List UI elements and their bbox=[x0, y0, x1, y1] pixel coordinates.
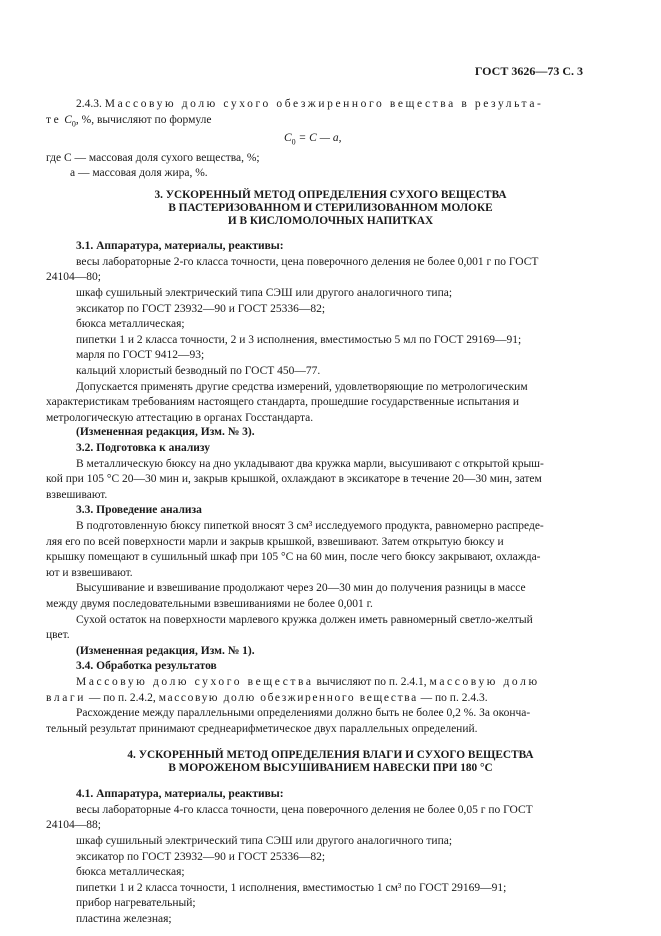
text-line: бюкса металлическая; bbox=[76, 318, 185, 330]
text-line: В металлическую бюксу на дно укладывают два кружка марли, высушивают с открытой крыш- bbox=[76, 458, 544, 470]
subsection-3-3-title: 3.3. Проведение анализа bbox=[76, 504, 202, 516]
text-line: весы лабораторные 4-го класса точности, цена поверочного деления не более 0,05 г по ГОСТ bbox=[76, 804, 533, 816]
text-line: цвет. bbox=[46, 629, 70, 641]
text-line: эксикатор по ГОСТ 23932—90 и ГОСТ 25336—82; bbox=[76, 851, 326, 863]
text-line: эксикатор по ГОСТ 23932—90 и ГОСТ 25336—82; bbox=[76, 303, 326, 315]
where-line-1: где C — массовая доля сухого вещества, %; bbox=[46, 152, 260, 164]
where-line-2: a — массовая доля жира, %. bbox=[70, 167, 208, 179]
text-line: взвешивают. bbox=[46, 489, 108, 501]
text-line: 24104—80; bbox=[46, 271, 101, 283]
text-line: между двумя последовательными взвешиваниями не более 0,001 г. bbox=[46, 598, 373, 610]
subsection-4-1-title: 4.1. Аппаратура, материалы, реактивы: bbox=[76, 788, 284, 800]
text-line: шкаф сушильный электрический типа СЭШ или другого аналогичного типа; bbox=[76, 287, 453, 299]
section-3-title-line1: 3. УСКОРЕННЫЙ МЕТОД ОПРЕДЕЛЕНИЯ СУХОГО ВЕЩЕСТВА bbox=[154, 189, 507, 201]
text-line: В подготовленную бюксу пипеткой вносят 3 см³ исследуемого продукта, равномерно распреде- bbox=[76, 520, 544, 532]
text-line: кальций хлористый безводный по ГОСТ 450—77. bbox=[76, 365, 321, 377]
text-line: пипетки 1 и 2 класса точности, 2 и 3 исполнения, вместимостью 5 мл по ГОСТ 29169—91; bbox=[76, 334, 522, 346]
text-line: весы лабораторные 2-го класса точности, цена поверочного деления не более 0,001 г по ГОСТ bbox=[76, 256, 539, 268]
text-line: ют и взвешивают. bbox=[46, 567, 133, 579]
text-line: шкаф сушильный электрический типа СЭШ или другого аналогичного типа; bbox=[76, 835, 453, 847]
amendment-note: (Измененная редакция, Изм. № 1). bbox=[76, 645, 255, 657]
text-line: марля по ГОСТ 9412—93; bbox=[76, 349, 205, 361]
section-4-title-line1: 4. УСКОРЕННЫЙ МЕТОД ОПРЕДЕЛЕНИЯ ВЛАГИ И СУХОГО ВЕЩЕСТВА bbox=[127, 749, 534, 761]
subsection-3-1-title: 3.1. Аппаратура, материалы, реактивы: bbox=[76, 240, 284, 252]
text-line: характеристикам требованиям настоящего стандарта, прошедшие государственные испытания и bbox=[46, 396, 520, 408]
text-line: метрологическую аттестацию в органах Госстандарта. bbox=[46, 412, 314, 424]
amendment-note: (Измененная редакция, Изм. № 3). bbox=[76, 426, 255, 438]
paragraph-2-4-3-line1: 2.4.3. Массовую долю сухого обезжиренного вещества в результа- bbox=[76, 98, 544, 110]
text-line: тельный результат принимают среднеарифметическое двух параллельных определений. bbox=[46, 723, 478, 735]
section-4-title-line2: В МОРОЖЕНОМ ВЫСУШИВАНИЕМ НАВЕСКИ ПРИ 180 °С bbox=[168, 762, 493, 774]
text-line: бюкса металлическая; bbox=[76, 866, 185, 878]
text-line: Расхождение между параллельными определениями должно быть не более 0,2 %. За оконча- bbox=[76, 707, 531, 719]
subsection-3-2-title: 3.2. Подготовка к анализу bbox=[76, 442, 211, 454]
paragraph-2-4-3-line2: те $C_0$, %, вычисляют по формуле bbox=[46, 114, 212, 129]
text-line: кой при 105 °С 20—30 мин и, закрыв крышкой, охлаждают в эксикаторе в течение 20—30 мин, затем bbox=[46, 473, 542, 485]
text-line: Массовую долю сухого вещества вычисляют по п. 2.4.1, массовую долю bbox=[76, 676, 540, 688]
text-line: Высушивание и взвешивание продолжают через 20—30 мин до получения разницы в массе bbox=[76, 582, 526, 594]
text-line: Допускается применять другие средства измерений, удовлетворяющие по метрологическим bbox=[76, 381, 528, 393]
text-line: ляя его по всей поверхности марли и закрыв крышкой, взвешивают. Затем открытую бюксу и bbox=[46, 536, 504, 548]
section-3-title-line2: В ПАСТЕРИЗОВАННОМ И СТЕРИЛИЗОВАННОМ МОЛОКЕ bbox=[168, 202, 493, 214]
text-line: пластина железная; bbox=[76, 913, 172, 925]
text-line: 24104—88; bbox=[46, 819, 101, 831]
text-line: крышку помещают в сушильный шкаф при 105 °С на 60 мин, после чего бюксу закрывают, охлажда- bbox=[46, 551, 541, 563]
section-3-title-line3: И В КИСЛОМОЛОЧНЫХ НАПИТКАХ bbox=[227, 215, 434, 227]
page-header: ГОСТ 3626—73 С. 3 bbox=[474, 64, 583, 78]
subsection-3-4-title: 3.4. Обработка результатов bbox=[76, 660, 217, 672]
formula: $C_0 = C$ — a, bbox=[284, 132, 342, 147]
text-line: прибор нагревательный; bbox=[76, 897, 196, 909]
text-line: влаги — по п. 2.4.2, массовую долю обезжиренного вещества — по п. 2.4.3. bbox=[46, 692, 488, 704]
text-line: пипетки 1 и 2 класса точности, 1 исполнения, вместимостью 1 см³ по ГОСТ 29169—91; bbox=[76, 882, 507, 894]
text-line: Сухой остаток на поверхности марлевого кружка должен иметь равномерный светло-желтый bbox=[76, 614, 533, 626]
